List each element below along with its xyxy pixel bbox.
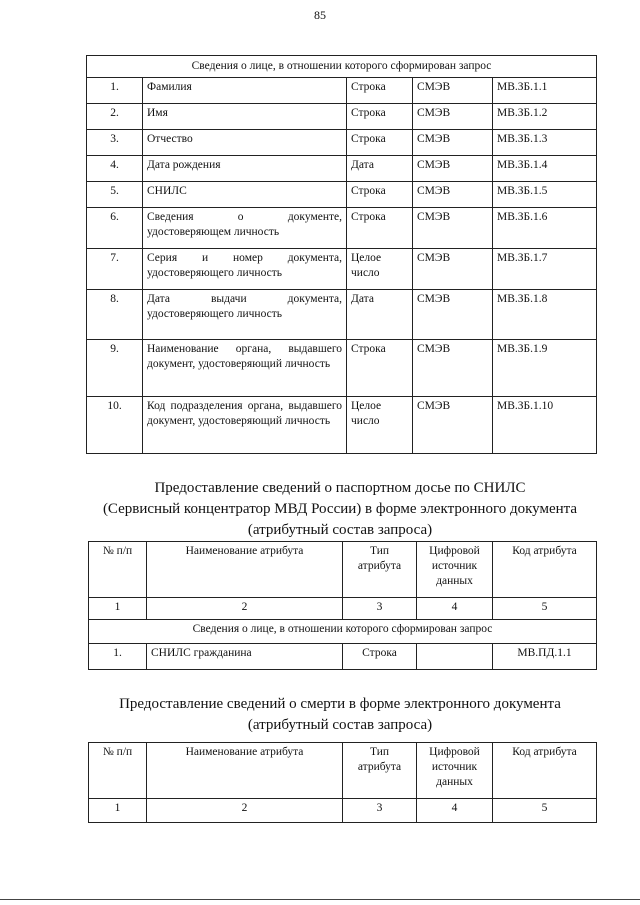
attribute-source: СМЭВ — [413, 129, 493, 155]
attribute-type: Строка — [347, 181, 413, 207]
attribute-name: Сведения о документе, удостоверяющем личность — [143, 207, 347, 248]
attribute-code: МВ.ЗБ.1.7 — [493, 248, 597, 289]
table-row — [87, 155, 597, 181]
attribute-type: Строка — [347, 339, 413, 396]
attribute-code: МВ.ЗБ.1.5 — [493, 181, 597, 207]
attribute-type: Дата — [347, 155, 413, 181]
attribute-type: Строка — [347, 103, 413, 129]
attribute-type: Целое число — [347, 248, 413, 289]
passport-attributes-table — [88, 541, 597, 670]
section-death-heading — [80, 694, 600, 736]
column-number: 1 — [89, 598, 147, 620]
attribute-name: Код подразделения органа, выдавшего документ, удостоверяющий личность — [143, 396, 347, 453]
column-header: Цифровой источник данных — [417, 542, 493, 598]
column-header: Наименование атрибута — [147, 542, 343, 598]
table-group-header — [89, 620, 597, 644]
column-number: 5 — [493, 598, 597, 620]
heading-line: (атрибутный состав запроса) — [247, 522, 433, 538]
attribute-type: Строка — [347, 207, 413, 248]
attribute-type: Дата — [347, 289, 413, 339]
page-bottom-rule — [0, 899, 640, 900]
column-header: Тип атрибута — [343, 542, 417, 598]
column-number: 5 — [493, 799, 597, 823]
attribute-code: МВ.ЗБ.1.10 — [493, 396, 597, 453]
attribute-source: СМЭВ — [413, 248, 493, 289]
attribute-code: МВ.ЗБ.1.3 — [493, 129, 597, 155]
column-header: Код атрибута — [493, 542, 597, 598]
column-number: 3 — [343, 598, 417, 620]
attribute-name: Фамилия — [143, 77, 347, 103]
column-number-row — [89, 598, 597, 620]
column-header: Наименование атрибута — [147, 743, 343, 799]
table-row — [87, 103, 597, 129]
table-row — [89, 644, 597, 670]
attribute-name: Дата выдачи документа, удостоверяющего личность — [143, 289, 347, 339]
column-header: № п/п — [89, 743, 147, 799]
attribute-code: МВ.ПД.1.1 — [493, 644, 597, 670]
request-subject-table — [86, 55, 597, 454]
attribute-name: Наименование органа, выдавшего документ, удостоверяющий личность — [143, 339, 347, 396]
row-number: 6. — [87, 207, 143, 248]
row-number: 5. — [87, 181, 143, 207]
table-header-row — [89, 542, 597, 598]
column-number: 4 — [417, 799, 493, 823]
group-header-cell: Сведения о лице, в отношении которого сформирован запрос — [87, 56, 597, 78]
heading-line: Предоставление сведений о паспортном досье по СНИЛС — [154, 480, 526, 496]
attribute-code: МВ.ЗБ.1.4 — [493, 155, 597, 181]
heading-line: (атрибутный состав запроса) — [247, 717, 433, 733]
attribute-type: Строка — [347, 129, 413, 155]
row-number: 2. — [87, 103, 143, 129]
column-header: Цифровой источник данных — [417, 743, 493, 799]
table-group-header — [87, 56, 597, 78]
column-header: Тип атрибута — [343, 743, 417, 799]
attribute-name: СНИЛС — [143, 181, 347, 207]
row-number: 4. — [87, 155, 143, 181]
column-number: 3 — [343, 799, 417, 823]
heading-line: (Сервисный концентратор МВД России) в форме электронного документа — [102, 501, 578, 517]
heading-line: Предоставление сведений о смерти в форме электронного документа — [119, 696, 561, 712]
attribute-type: Строка — [347, 77, 413, 103]
table-header-row — [89, 743, 597, 799]
attribute-code: МВ.ЗБ.1.2 — [493, 103, 597, 129]
row-number: 3. — [87, 129, 143, 155]
column-header: № п/п — [89, 542, 147, 598]
attribute-name: СНИЛС гражданина — [147, 644, 343, 670]
attribute-name: Отчество — [143, 129, 347, 155]
attribute-source: СМЭВ — [413, 289, 493, 339]
attribute-name: Серия и номер документа, удостоверяющего личность — [143, 248, 347, 289]
table-row — [87, 396, 597, 453]
section-passport-heading — [80, 478, 600, 541]
table-row — [87, 129, 597, 155]
table-row — [87, 289, 597, 339]
table-row — [87, 77, 597, 103]
column-number: 1 — [89, 799, 147, 823]
attribute-code: МВ.ЗБ.1.6 — [493, 207, 597, 248]
attribute-source: СМЭВ — [413, 339, 493, 396]
group-header-cell: Сведения о лице, в отношении которого сформирован запрос — [89, 620, 597, 644]
table-row — [87, 248, 597, 289]
table-row — [87, 181, 597, 207]
row-number: 9. — [87, 339, 143, 396]
column-number: 2 — [147, 598, 343, 620]
attribute-source — [417, 644, 493, 670]
row-number: 1. — [89, 644, 147, 670]
column-number: 4 — [417, 598, 493, 620]
attribute-source: СМЭВ — [413, 103, 493, 129]
attribute-code: МВ.ЗБ.1.8 — [493, 289, 597, 339]
attribute-source: СМЭВ — [413, 207, 493, 248]
attribute-name: Дата рождения — [143, 155, 347, 181]
attribute-code: МВ.ЗБ.1.9 — [493, 339, 597, 396]
row-number: 8. — [87, 289, 143, 339]
attribute-type: Строка — [343, 644, 417, 670]
attribute-type: Целое число — [347, 396, 413, 453]
attribute-source: СМЭВ — [413, 77, 493, 103]
death-attributes-table — [88, 742, 597, 823]
table-row — [87, 339, 597, 396]
column-number-row — [89, 799, 597, 823]
row-number: 7. — [87, 248, 143, 289]
attribute-source: СМЭВ — [413, 155, 493, 181]
column-number: 2 — [147, 799, 343, 823]
attribute-name: Имя — [143, 103, 347, 129]
row-number: 10. — [87, 396, 143, 453]
attribute-code: МВ.ЗБ.1.1 — [493, 77, 597, 103]
table-row — [87, 207, 597, 248]
column-header: Код атрибута — [493, 743, 597, 799]
attribute-source: СМЭВ — [413, 396, 493, 453]
attribute-source: СМЭВ — [413, 181, 493, 207]
page-number: 85 — [314, 8, 326, 22]
row-number: 1. — [87, 77, 143, 103]
